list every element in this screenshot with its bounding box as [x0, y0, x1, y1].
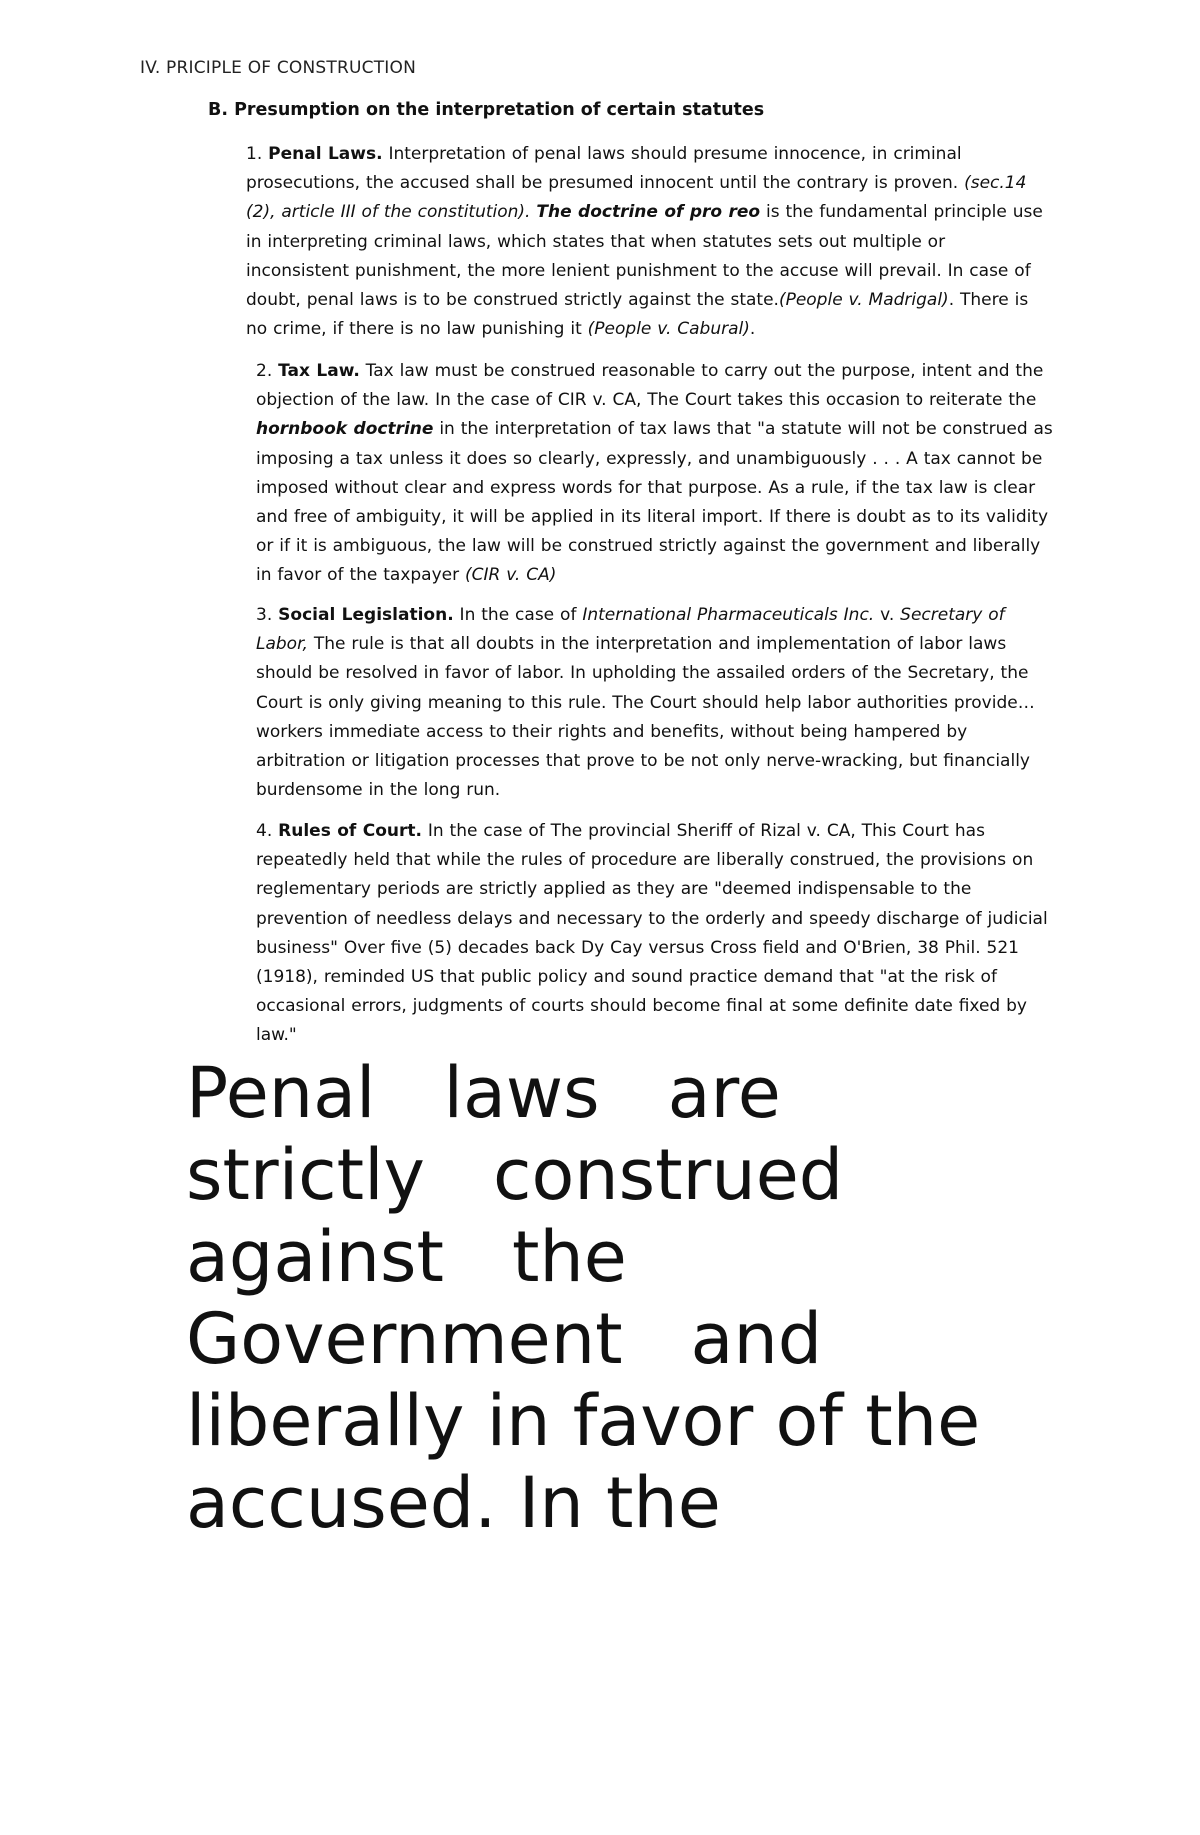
- doctrine-emphasis: hornbook doctrine: [256, 419, 434, 440]
- paragraph-penal-laws: [246, 140, 1046, 344]
- paragraph-text: Interpretation of penal laws should presume innocence, in criminal prosecutions, the accused shall be presumed innocent until the contrary is proven.: [246, 144, 965, 194]
- paragraph-text: In the case of: [453, 605, 583, 625]
- overlay-word: accused. In the: [186, 1462, 721, 1544]
- page-heading: IV. PRICIPLE OF CONSTRUCTION: [140, 58, 417, 78]
- paragraph-social-legislation: [256, 601, 1056, 805]
- overlay-word: and: [690, 1298, 823, 1380]
- overlay-line: [186, 1380, 1006, 1462]
- section-subheading: B. Presumption on the interpretation of certain statutes: [208, 100, 765, 120]
- paragraph-text: The rule is that all doubts in the interpretation and implementation of labor laws should be resolved in favor of labor. In upholding the assailed orders of the Secretary, the Court is only giving meaning to this rule. The Court should help labor authorities provide… workers immediate access to their rights and benefits, without being hampered by arbitration or litigation processes that prove to be not only nerve-wracking, but financially burdensome in the long run.: [256, 634, 1035, 801]
- paragraph-text: .: [749, 319, 756, 340]
- overlay-line: [186, 1462, 1006, 1544]
- overlay-word: are: [667, 1052, 781, 1134]
- section-title: Penal Laws.: [268, 144, 383, 164]
- section-number: 1.: [246, 144, 263, 164]
- paragraph-text: in the interpretation of tax laws that "a statute will not be construed as imposing a tax unless it does so clearly, expressly, and unambiguously . . . A tax cannot be imposed without clear and express words for that purpose. As a rule, if the tax law is clear and free of ambiguity, it will be applied in its literal import. If there is doubt as to its validity or if it is ambiguous, the law will be construed strictly against the government and liberally in favor of the taxpayer: [256, 419, 1053, 586]
- overlay-word: liberally in favor of the: [186, 1380, 981, 1462]
- paragraph-text: Tax law must be construed reasonable to carry out the purpose, intent and the objection of the law. In the case of CIR v. CA, The Court takes this occasion to reiterate the: [256, 361, 1044, 411]
- section-number: 3.: [256, 605, 273, 625]
- section-title: Tax Law.: [278, 361, 360, 381]
- doctrine-emphasis: The doctrine of pro reo: [536, 202, 761, 223]
- citation: (People v. Cabural): [587, 319, 750, 340]
- citation: International Pharmaceuticals Inc.: [582, 605, 875, 625]
- section-title: Social Legislation.: [278, 605, 454, 625]
- overlay-line: [186, 1134, 1006, 1216]
- paragraph-rules-of-court: [256, 817, 1056, 1051]
- overlay-line: [186, 1298, 1006, 1380]
- overlay-word: Government: [186, 1298, 623, 1380]
- overlay-word: laws: [443, 1052, 600, 1134]
- citation: (sec.14 (2), article III of the constitution).: [246, 173, 1027, 223]
- citation: (People v. Madrigal): [778, 290, 949, 311]
- section-title: Rules of Court.: [278, 821, 422, 841]
- paragraph-tax-law: [256, 357, 1056, 591]
- overlay-word: construed: [492, 1134, 844, 1216]
- paragraph-text: is the fundamental principle use in interpreting criminal laws, which states that when statutes sets out multiple or inconsistent punishment, the more lenient punishment to the accuse will prevail. In case of doubt, penal laws is to be construed strictly against the state.: [246, 202, 1043, 311]
- overlay-word: strictly: [186, 1134, 425, 1216]
- overlay-line: [186, 1052, 1006, 1134]
- overlay-line: [186, 1216, 1006, 1298]
- large-overlay-text: [186, 1052, 1006, 1544]
- section-number: 4.: [256, 821, 273, 841]
- overlay-word: against: [186, 1216, 444, 1298]
- citation: Secretary of Labor,: [256, 605, 1005, 655]
- section-number: 2.: [256, 361, 273, 381]
- paragraph-text: v.: [874, 605, 901, 625]
- paragraph-text: In the case of The provincial Sheriff of Rizal v. CA, This Court has repeatedly held that while the rules of procedure are liberally construed, the provisions on reglementary periods are strictly applied as they are "deemed indispensable to the prevention of needless delays and necessary to the orderly and speedy discharge of judicial business" Over five (5) decades back Dy Cay versus Cross field and O'Brien, 38 Phil. 521 (1918), reminded US that public policy and sound practice demand that "at the risk of occasional errors, judgments of courts should become final at some definite date fixed by law.": [256, 821, 1048, 1046]
- citation: (CIR v. CA): [465, 565, 557, 586]
- overlay-word: the: [511, 1216, 627, 1298]
- overlay-word: Penal: [186, 1052, 376, 1134]
- paragraph-text: . There is no crime, if there is no law punishing it: [246, 290, 1029, 340]
